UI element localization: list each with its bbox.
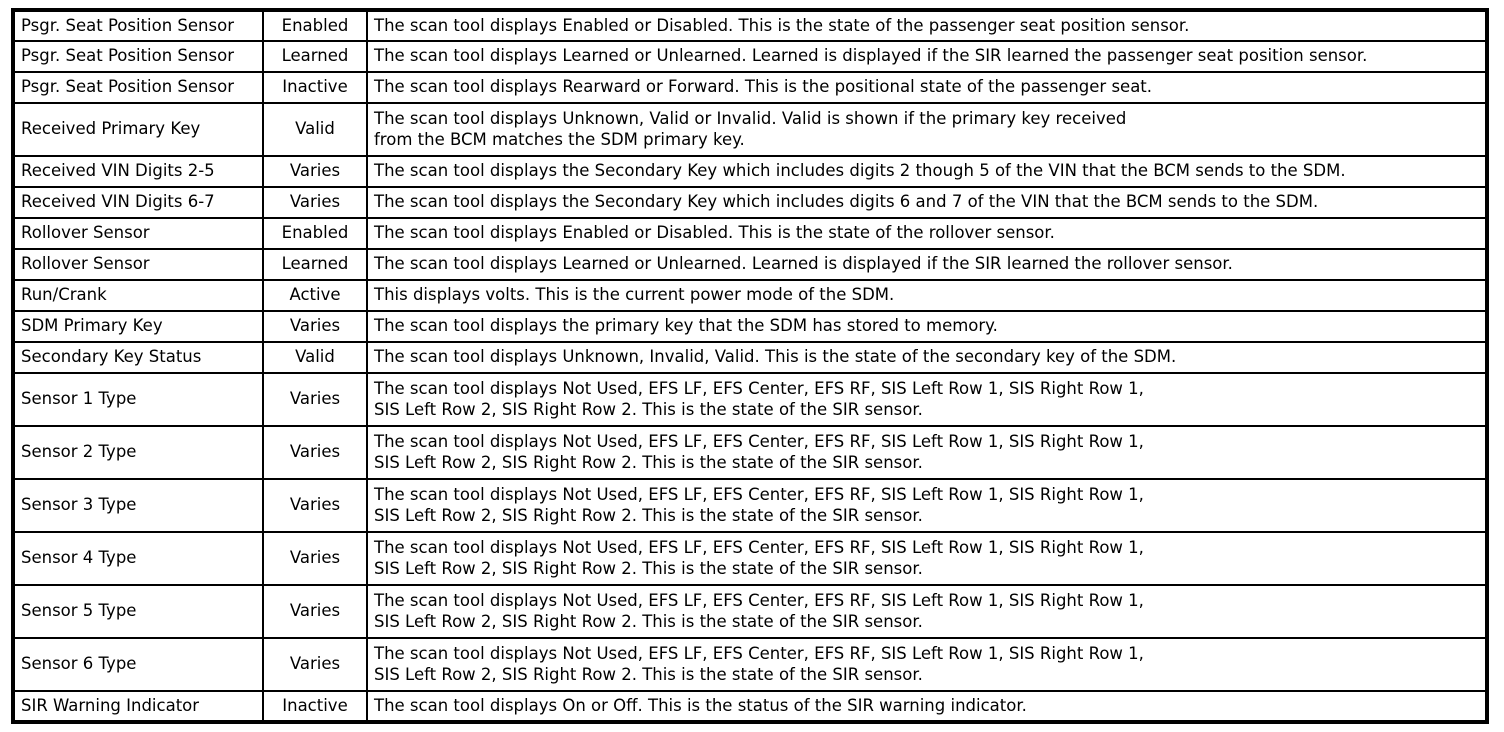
- description-cell: [367, 311, 1487, 342]
- parameter-name-cell: Sensor 4 Type: [13, 532, 263, 585]
- table-row: [13, 249, 1487, 280]
- parameter-value-cell: Varies: [263, 426, 367, 479]
- table-row: [13, 10, 1487, 41]
- parameter-name-cell: Secondary Key Status: [13, 342, 263, 373]
- table-row: [13, 103, 1487, 156]
- table-row: [13, 187, 1487, 218]
- parameter-value-cell: Learned: [263, 249, 367, 280]
- table-row: [13, 638, 1487, 691]
- description-line: This displays volts. This is the current power mode of the SDM.: [374, 285, 895, 305]
- description-line: The scan tool displays Not Used, EFS LF, EFS Center, EFS RF, SIS Left Row 1, SIS Right Row 1,: [374, 485, 1144, 504]
- parameter-name-cell: Received VIN Digits 2-5: [13, 156, 263, 187]
- parameter-name-cell: Run/Crank: [13, 280, 263, 311]
- parameter-value-cell: Varies: [263, 311, 367, 342]
- parameter-name-cell: Received Primary Key: [13, 103, 263, 156]
- description-cell: [367, 585, 1487, 638]
- parameter-value-cell: Varies: [263, 585, 367, 638]
- parameter-value-cell: Enabled: [263, 218, 367, 249]
- description-line: The scan tool displays Not Used, EFS LF, EFS Center, EFS RF, SIS Left Row 1, SIS Right Row 1,: [374, 538, 1144, 557]
- description-line: SIS Left Row 2, SIS Right Row 2. This is the state of the SIR sensor.: [374, 505, 923, 525]
- description-cell: [367, 187, 1487, 218]
- scan-tool-data-table: [11, 8, 1489, 724]
- parameter-name-cell: SIR Warning Indicator: [13, 691, 263, 722]
- parameter-value-cell: Valid: [263, 342, 367, 373]
- description-cell: [367, 41, 1487, 72]
- parameter-value-cell: Varies: [263, 187, 367, 218]
- parameter-value-cell: Varies: [263, 373, 367, 426]
- description-line: SIS Left Row 2, SIS Right Row 2. This is the state of the SIR sensor.: [374, 558, 923, 578]
- description-cell: [367, 638, 1487, 691]
- description-cell: [367, 10, 1487, 41]
- parameter-name-cell: Rollover Sensor: [13, 249, 263, 280]
- description-line: The scan tool displays Learned or Unlearned. Learned is displayed if the SIR learned the rollover sensor.: [374, 254, 1233, 274]
- description-line: The scan tool displays Unknown, Valid or Invalid. Valid is shown if the primary key received: [374, 109, 1127, 128]
- description-line: SIS Left Row 2, SIS Right Row 2. This is the state of the SIR sensor.: [374, 611, 923, 631]
- table-row: [13, 218, 1487, 249]
- parameter-name-cell: Sensor 1 Type: [13, 373, 263, 426]
- description-cell: [367, 479, 1487, 532]
- description-line: The scan tool displays the primary key that the SDM has stored to memory.: [374, 316, 998, 336]
- table-body: [13, 10, 1487, 722]
- parameter-value-cell: Varies: [263, 532, 367, 585]
- parameter-value-cell: Enabled: [263, 10, 367, 41]
- table-row: [13, 342, 1487, 373]
- description-line: The scan tool displays Rearward or Forward. This is the positional state of the passenger seat.: [374, 77, 1153, 97]
- parameter-name-cell: Rollover Sensor: [13, 218, 263, 249]
- description-cell: [367, 103, 1487, 156]
- description-line: The scan tool displays the Secondary Key which includes digits 2 though 5 of the VIN that the BCM sends to the SDM.: [374, 161, 1346, 181]
- description-cell: [367, 691, 1487, 722]
- description-cell: [367, 72, 1487, 103]
- table-row: [13, 691, 1487, 722]
- table-row: [13, 311, 1487, 342]
- parameter-name-cell: SDM Primary Key: [13, 311, 263, 342]
- parameter-name-cell: Psgr. Seat Position Sensor: [13, 72, 263, 103]
- table-row: [13, 41, 1487, 72]
- description-cell: [367, 342, 1487, 373]
- description-line: SIS Left Row 2, SIS Right Row 2. This is the state of the SIR sensor.: [374, 452, 923, 472]
- parameter-name-cell: Psgr. Seat Position Sensor: [13, 10, 263, 41]
- description-line: The scan tool displays Not Used, EFS LF, EFS Center, EFS RF, SIS Left Row 1, SIS Right Row 1,: [374, 379, 1144, 398]
- table-row: [13, 479, 1487, 532]
- description-line: The scan tool displays Not Used, EFS LF, EFS Center, EFS RF, SIS Left Row 1, SIS Right Row 1,: [374, 644, 1144, 663]
- parameter-value-cell: Active: [263, 280, 367, 311]
- parameter-name-cell: Sensor 6 Type: [13, 638, 263, 691]
- parameter-name-cell: Sensor 2 Type: [13, 426, 263, 479]
- description-line: from the BCM matches the SDM primary key.: [374, 129, 745, 149]
- parameter-value-cell: Learned: [263, 41, 367, 72]
- description-cell: [367, 249, 1487, 280]
- table-row: [13, 72, 1487, 103]
- description-line: The scan tool displays Unknown, Invalid, Valid. This is the state of the secondary key of the SDM.: [374, 347, 1177, 367]
- parameter-value-cell: Inactive: [263, 691, 367, 722]
- description-line: The scan tool displays Not Used, EFS LF, EFS Center, EFS RF, SIS Left Row 1, SIS Right Row 1,: [374, 432, 1144, 451]
- parameter-value-cell: Varies: [263, 156, 367, 187]
- parameter-value-cell: Valid: [263, 103, 367, 156]
- description-line: The scan tool displays On or Off. This is the status of the SIR warning indicator.: [374, 695, 1027, 715]
- parameter-name-cell: Received VIN Digits 6-7: [13, 187, 263, 218]
- description-line: The scan tool displays Not Used, EFS LF, EFS Center, EFS RF, SIS Left Row 1, SIS Right Row 1,: [374, 591, 1144, 610]
- description-line: The scan tool displays Learned or Unlearned. Learned is displayed if the SIR learned the passenger seat position sensor.: [374, 46, 1368, 66]
- description-cell: [367, 373, 1487, 426]
- table-row: [13, 280, 1487, 311]
- description-cell: [367, 156, 1487, 187]
- table-row: [13, 373, 1487, 426]
- table-row: [13, 426, 1487, 479]
- description-cell: [367, 280, 1487, 311]
- scan-tool-data-sheet: [11, 8, 1485, 724]
- table-row: [13, 585, 1487, 638]
- description-cell: [367, 426, 1487, 479]
- parameter-name-cell: Psgr. Seat Position Sensor: [13, 41, 263, 72]
- description-line: The scan tool displays Enabled or Disabled. This is the state of the passenger seat position sensor.: [374, 15, 1190, 35]
- description-line: The scan tool displays the Secondary Key which includes digits 6 and 7 of the VIN that the BCM sends to the SDM.: [374, 192, 1319, 212]
- table-row: [13, 532, 1487, 585]
- parameter-value-cell: Varies: [263, 638, 367, 691]
- parameter-value-cell: Varies: [263, 479, 367, 532]
- parameter-name-cell: Sensor 5 Type: [13, 585, 263, 638]
- parameter-value-cell: Inactive: [263, 72, 367, 103]
- description-line: SIS Left Row 2, SIS Right Row 2. This is the state of the SIR sensor.: [374, 399, 923, 419]
- table-row: [13, 156, 1487, 187]
- description-line: SIS Left Row 2, SIS Right Row 2. This is the state of the SIR sensor.: [374, 664, 923, 684]
- description-line: The scan tool displays Enabled or Disabled. This is the state of the rollover sensor.: [374, 223, 1055, 243]
- description-cell: [367, 218, 1487, 249]
- parameter-name-cell: Sensor 3 Type: [13, 479, 263, 532]
- description-cell: [367, 532, 1487, 585]
